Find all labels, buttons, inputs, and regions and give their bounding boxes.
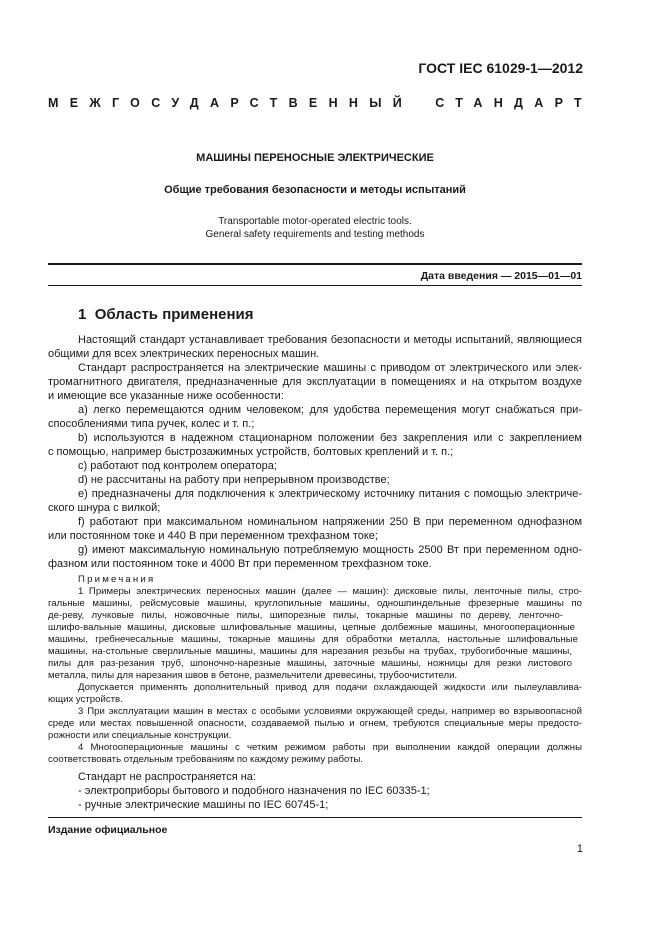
exclusion-item: - электроприборы бытового и подобного назначения по IEC 60335-1; bbox=[78, 785, 430, 797]
date-rule bbox=[48, 285, 582, 286]
note-line: машины, гребнечесальные машины, токарные машины для обработки металла, настольные шлифовальные bbox=[48, 634, 578, 645]
english-title-line: General safety requirements and testing methods bbox=[205, 228, 425, 240]
body-line: c) работают под контролем оператора; bbox=[78, 460, 277, 472]
body-line: фазном или постоянном токе и 4000 Вт при переменном трехфазном токе. bbox=[48, 558, 432, 570]
note-line: среде или местах повышенной опасности, создаваемой пылью и огнем, требуются специальные меры предосто- bbox=[48, 718, 582, 729]
section-heading bbox=[78, 306, 254, 323]
body-line: f) работают при максимальном номинальном напряжении 250 В при переменном однофазном bbox=[78, 516, 582, 528]
note-line: 1 Примеры электрических переносных машин (далее — машин): дисковые пилы, ленточные пилы, стро- bbox=[78, 586, 582, 597]
english-title bbox=[48, 216, 582, 241]
note-line: рожности или специальные конструкции. bbox=[48, 730, 232, 741]
introduction-date: Дата введения — 2015—01—01 bbox=[420, 270, 582, 282]
body-line: Настоящий стандарт устанавливает требования безопасности и методы испытаний, являющиеся bbox=[78, 334, 582, 346]
gost-code: ГОСТ IEC 61029-1—2012 bbox=[418, 60, 583, 76]
notes-heading: Примечания bbox=[78, 574, 156, 585]
page-number: 1 bbox=[576, 843, 583, 855]
english-title-line: Transportable motor-operated electric tools. bbox=[218, 216, 412, 227]
document-title: МАШИНЫ ПЕРЕНОСНЫЕ ЭЛЕКТРИЧЕСКИЕ bbox=[196, 152, 434, 164]
body-line: d) не рассчитаны на работу при непрерывном производстве; bbox=[78, 474, 390, 486]
section-title: Область применения bbox=[94, 306, 254, 323]
note-line: гальные машины, рейсмусовые машины, круглопильные машины, одношпиндельные фрезерные машины по bbox=[48, 598, 582, 609]
body-line: и имеющие все указанные ниже особенности: bbox=[48, 390, 284, 402]
note-line: 4 Многооперационные машины с четким режимом работы при выполнении каждой операции должны bbox=[78, 742, 582, 753]
footer-rule bbox=[48, 817, 582, 818]
body-line: с помощью, например быстрозажимных устройств, болтовых креплений и т. п.; bbox=[48, 446, 454, 458]
body-line: Стандарт распространяется на электрические машины с приводом от электрического или элек- bbox=[78, 362, 582, 374]
note-line: металла, пилы для нарезания швов в бетоне, размельчители древесины, трубоочистители. bbox=[48, 670, 458, 681]
body-line: а) легко перемещаются одним человеком; для удобства перемещения могут снабжаться при- bbox=[78, 404, 582, 416]
note-line: соответствовать отдельным требованиям по каждому режиму работы. bbox=[48, 754, 364, 765]
note-line: ющих устройств. bbox=[48, 694, 123, 705]
body-line: g) имеют максимальную номинальную потребляемую мощность 2500 Вт при переменном одно- bbox=[78, 544, 582, 556]
note-line: де-реву, лучковые пилы, ножовочные пилы, шипорезные пилы, токарные машины по дереву, ленточно- bbox=[48, 610, 563, 621]
section-number: 1 bbox=[78, 306, 87, 323]
standard-word-interstate: МЕЖГОСУДАРСТВЕННЫЙ bbox=[48, 96, 414, 110]
body-line: ского шнура с вилкой; bbox=[48, 502, 161, 514]
note-line: пилы для раз-резания труб, шпоночно-нарезные машины, заточные машины, ножницы для резки листового bbox=[48, 658, 572, 669]
edition-label: Издание официальное bbox=[48, 824, 168, 836]
body-line: общими для всех электрических переносных машин. bbox=[48, 348, 320, 360]
exclusion-item: - ручные электрические машины по IEC 60745-1; bbox=[78, 799, 329, 811]
body-line: e) предназначены для подключения к электрическому источнику питания с помощью электриче- bbox=[78, 488, 582, 500]
note-line: Допускается применять дополнительный привод для подачи охлаждающей жидкости или пылеулавлива- bbox=[78, 682, 582, 693]
body-line: или постоянном токе и 440 В при переменном трехфазном токе; bbox=[48, 530, 378, 542]
exclusions-intro: Стандарт не распространяется на: bbox=[78, 771, 256, 783]
document-subtitle: Общие требования безопасности и методы испытаний bbox=[164, 184, 466, 196]
body-line: b) используются в надежном стационарном положении без закрепления или с закреплением bbox=[78, 432, 582, 444]
note-line: 3 При эксплуатации машин в местах с особыми условиями окружающей среды, например во взрывоопасной bbox=[78, 706, 582, 717]
standard-word-standard: СТАНДАРТ bbox=[435, 96, 593, 110]
note-line: шлифо-вальные машины, дисковые шлифовальные машины, цепные долбежные машины, многооперационные bbox=[48, 622, 575, 633]
body-line: тромагнитного двигателя, предназначенные для эксплуатации в помещениях и на открытом воздухе bbox=[48, 376, 582, 388]
header-rule bbox=[48, 263, 582, 265]
body-line: способлениями типа ручек, колес и т. п.; bbox=[48, 418, 255, 430]
note-line: машины, на-стольные сверлильные машины, машины для нарезания резьбы на трубах, трубогибочные машины, bbox=[48, 646, 572, 657]
